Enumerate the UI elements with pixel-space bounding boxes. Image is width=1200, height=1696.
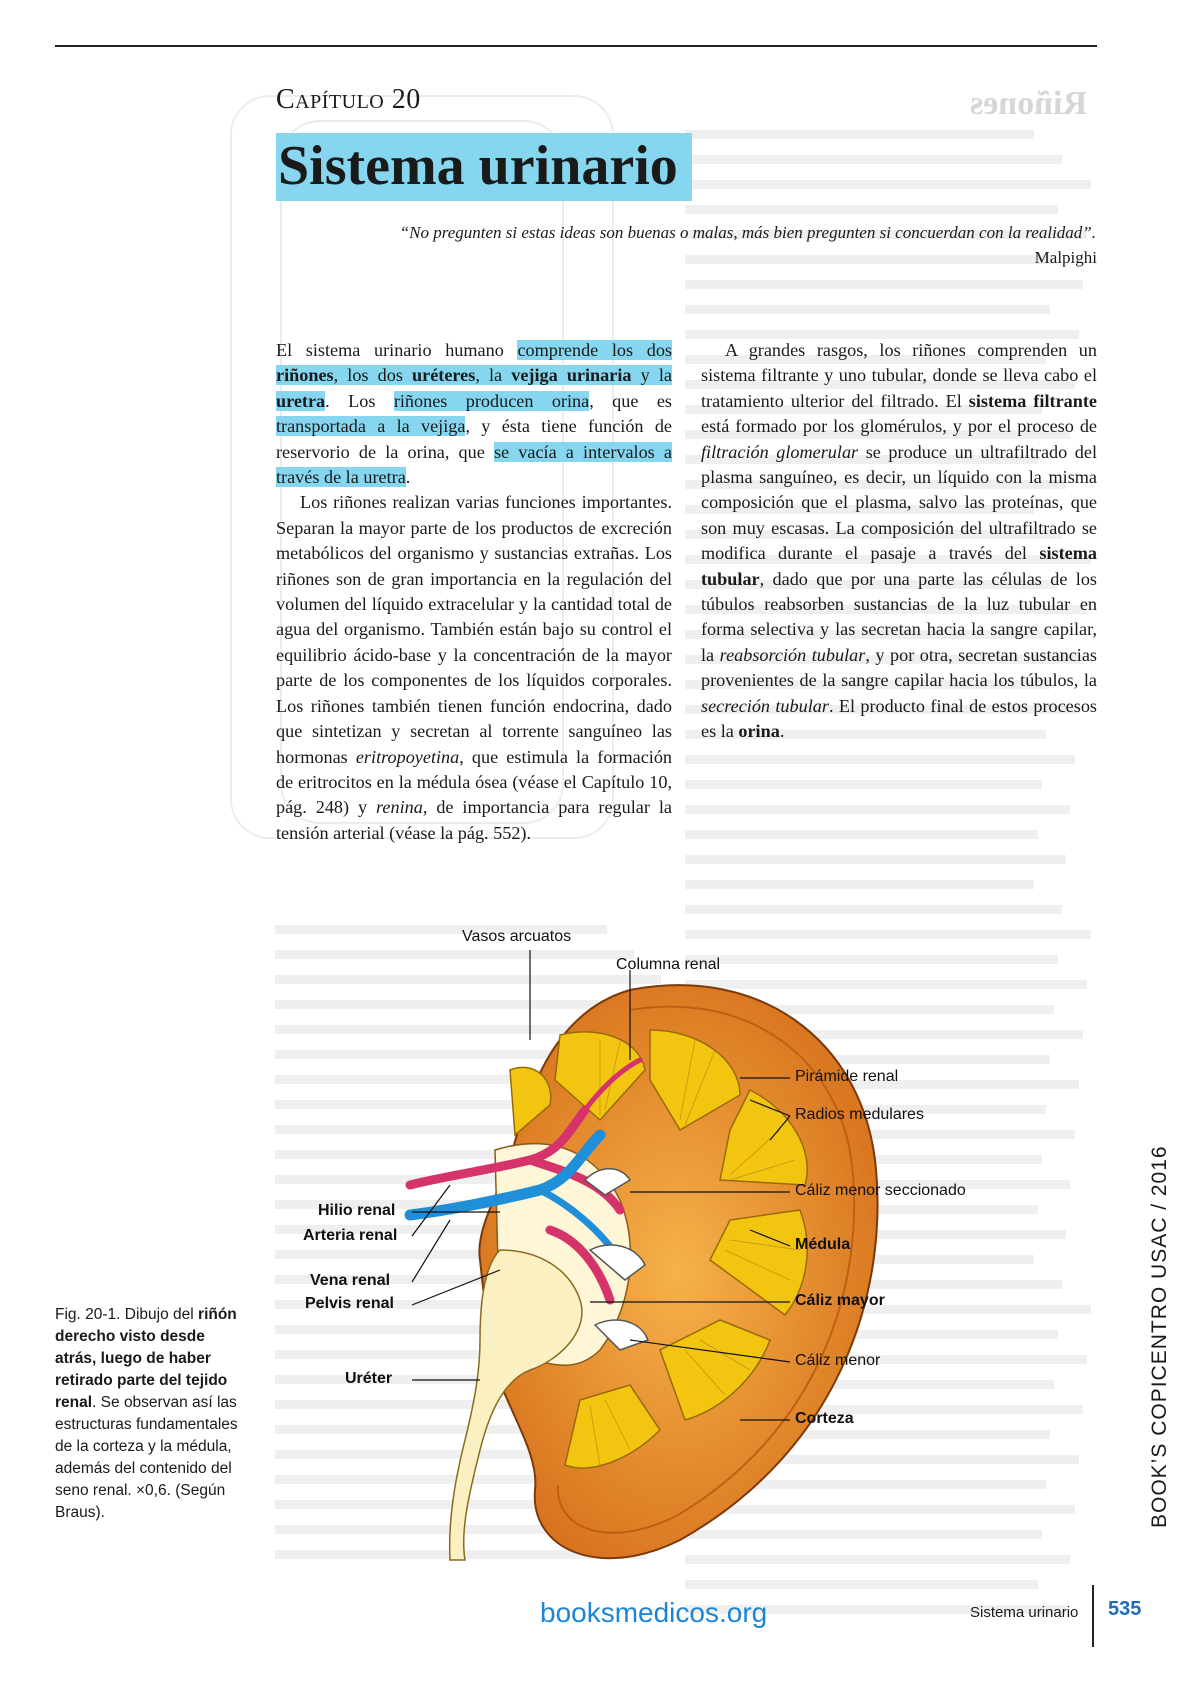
paragraph-1 (276, 338, 672, 490)
label-caliz-mayor: Cáliz mayor (795, 1292, 885, 1309)
bleed-through-line (685, 255, 1054, 264)
bleed-through-line (685, 780, 1042, 789)
text-run: Fig. 20-1. Dibujo del (55, 1306, 199, 1323)
text-run: . Se observan así las estructuras fundamentales de la corteza y la médula, además del contenido del seno renal. ×0,6. (Según Braus). (55, 1394, 238, 1521)
epigraph-quote: “No pregunten si estas ideas son buenas o malas, más bien pregunten si concuerdan con la realidad”. (399, 223, 1096, 242)
footer-site-link[interactable]: booksmedicos.org (540, 1597, 768, 1628)
label-hilio-renal: Hilio renal (318, 1202, 396, 1219)
text-run: está formado por los glomérulos, y por el proceso de (701, 416, 1097, 437)
label-ureter: Uréter (345, 1370, 393, 1387)
label-vena-renal: Vena renal (310, 1272, 391, 1289)
bleed-through-line (685, 905, 1062, 914)
text-run: y la (631, 365, 672, 386)
label-leader-lines (300, 930, 1100, 1570)
bleed-through-line (685, 805, 1070, 814)
text-run: , de importancia para regular la tensión arterial (véase la pág. 552). (276, 797, 672, 843)
bleed-through-line (685, 180, 1091, 189)
label-vasos-arcuatos: Vasos arcuatos (462, 928, 572, 945)
text-run: renina (376, 797, 423, 818)
text-run: , que estimula la formación de eritrocitos en la médula ósea (véase el Capítulo 10, pág. 248) y (276, 746, 673, 818)
text-run: uréteres (412, 365, 476, 386)
chapter-label: Capítulo 20 (276, 84, 421, 115)
text-run: se produce un ultrafiltrado del plasma sanguíneo, es decir, un líquido con la misma composición que el plasma, salvo las proteínas, que son muy escasas. La composición del ultrafiltrado se modifica durante el pasaje a través del (701, 441, 1097, 564)
text-run: riñones (276, 365, 334, 386)
bleed-through-line (685, 830, 1038, 839)
text-run: , y por otra, secretan sustancias provenientes de la sangre capilar hacia los túbulos, la (701, 644, 1097, 691)
bleed-through-title: Riñones (970, 85, 1088, 122)
text-run: A grandes rasgos, los riñones comprenden un sistema filtrante y uno tubular, donde se lleva cabo el tratamiento ulterior del filtrado. El (701, 340, 1097, 411)
side-watermark-text: BOOK’S COPICENTRO USAC / 2016 (1148, 1145, 1171, 1528)
label-medula: Médula (795, 1236, 851, 1253)
text-run: reabsorción tubular (719, 644, 866, 665)
text-run: sistema filtrante (968, 390, 1097, 411)
text-run: , y ésta tiene función de reservorio de la orina, que (276, 416, 672, 462)
kidney-figure (300, 930, 1100, 1570)
bleed-through-line (685, 855, 1066, 864)
text-run: . Los (325, 390, 394, 411)
bleed-through-line (685, 155, 1062, 164)
text-run: transportada a la vejiga (276, 416, 466, 437)
footer-rule (1092, 1585, 1094, 1647)
text-run: . El producto final de estos procesos es la (701, 695, 1097, 742)
text-run: sistema tubular (701, 543, 1097, 589)
bleed-through-line (685, 130, 1034, 139)
paragraph-2 (276, 490, 672, 846)
text-run: uretra (276, 390, 326, 411)
text-run: , que es (589, 390, 672, 411)
label-corteza: Corteza (795, 1410, 854, 1427)
figure-caption (55, 1304, 245, 1524)
text-run: se vacía a intervalos a través de la uretra (276, 441, 672, 488)
text-run: , dado que por una parte las células de los túbulos reabsorben sustancias de la luz tubular en forma selectiva y las secretan hacia la sangre capilar, la (701, 568, 1097, 665)
label-pelvis-renal: Pelvis renal (305, 1295, 394, 1312)
label-piramide-renal: Pirámide renal (795, 1068, 899, 1085)
text-run: , los dos (333, 365, 413, 386)
label-arteria-renal: Arteria renal (303, 1227, 398, 1244)
text-run: comprende los dos (517, 340, 672, 360)
bleed-through-line (685, 305, 1050, 314)
text-run: orina (738, 721, 780, 742)
paragraph-3 (701, 338, 1097, 745)
body-column-left (276, 338, 672, 846)
text-run: El sistema urinario humano (276, 340, 518, 360)
epigraph-author: Malpighi (1034, 248, 1097, 267)
text-run: . (779, 721, 785, 742)
footer-section-title: Sistema urinario (970, 1604, 1079, 1621)
text-run: riñón derecho visto desde atrás, luego de haber retirado parte del tejido renal (55, 1306, 237, 1411)
body-column-right (701, 338, 1097, 745)
label-columna-renal: Columna renal (616, 956, 721, 973)
text-run: . (405, 467, 411, 488)
label-caliz-menor-seccionado: Cáliz menor seccionado (795, 1182, 966, 1199)
label-radios-medulares: Radios medulares (795, 1106, 924, 1123)
bleed-through-line (685, 755, 1075, 764)
text-run: , la (475, 365, 512, 386)
bleed-through-line (685, 1580, 1038, 1589)
bleed-through-line (685, 880, 1034, 889)
text-run: riñones producen orina (393, 390, 590, 411)
text-run: vejiga urinaria (511, 365, 632, 386)
text-run: filtración glomerular (701, 441, 859, 462)
text-run: Los riñones realizan varias funciones importantes. Separan la mayor parte de los productos de excreción metabólicos del organismo y sustancias extrañas. Los riñones son de gran importancia en la regulación del volumen del líquido extracelular y la cantidad total de agua del organismo. También están bajo su control el equilibrio ácido-base y la concentración de la mayor parte de los componentes de los líquidos corporales. Los riñones también tienen función endocrina, dado que sintetizan y secretan al torrente sanguíneo las hormonas (276, 492, 672, 767)
chapter-title: Sistema urinario (276, 133, 692, 201)
text-run: secreción tubular (701, 695, 829, 716)
top-rule (55, 45, 1097, 47)
bleed-through-line (685, 205, 1058, 214)
bleed-through-line (685, 280, 1083, 289)
text-run: eritropoyetina (355, 746, 460, 767)
label-caliz-menor: Cáliz menor (795, 1352, 881, 1369)
page-number: 535 (1108, 1598, 1142, 1620)
